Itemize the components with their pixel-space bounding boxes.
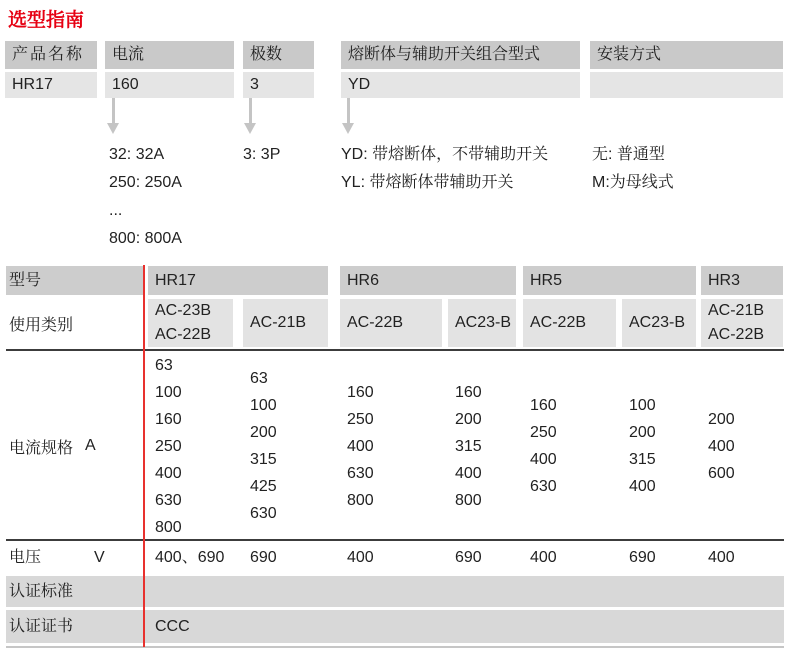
list-line: AC-23B xyxy=(155,302,212,319)
list-line: 100 xyxy=(629,397,656,414)
list-line: 400 xyxy=(155,464,182,482)
category-cell xyxy=(701,299,783,347)
page-title: 选型指南 xyxy=(8,10,85,31)
list-line: 800 xyxy=(455,491,482,509)
selector-header-product-name: 产品名称 xyxy=(5,41,97,69)
voltage-cell: 690 xyxy=(250,549,277,566)
list-line: 315 xyxy=(250,451,277,468)
list-line: 200 xyxy=(629,424,656,441)
voltage-cell: 400 xyxy=(530,549,557,566)
row-label-standard: 认证标准 xyxy=(9,583,74,600)
list-line: 250 xyxy=(155,437,182,455)
row-label-current xyxy=(6,353,143,539)
note-current-options xyxy=(109,141,182,253)
current-ratings-cell xyxy=(622,353,696,539)
current-ratings-cell xyxy=(523,353,616,539)
category-cell xyxy=(340,299,442,347)
voltage-cell: 690 xyxy=(455,549,482,566)
voltage-cell: 400 xyxy=(347,549,374,566)
list-line: 160 xyxy=(155,410,182,428)
category-cell xyxy=(523,299,616,347)
selector-value-current: 160 xyxy=(105,72,234,98)
divider-line xyxy=(6,349,784,351)
certification-standard-row xyxy=(6,576,784,607)
list-line: 160 xyxy=(347,383,374,401)
certificate-value: CCC xyxy=(155,618,190,635)
model-header-hr5: HR5 xyxy=(523,266,696,295)
voltage-cell: 400 xyxy=(708,549,735,566)
list-line: 63 xyxy=(155,356,173,374)
list-line: AC23-B xyxy=(629,314,686,331)
list-line: 600 xyxy=(708,464,735,482)
table-bottom-line xyxy=(6,646,784,648)
list-line: AC-21B xyxy=(250,314,307,331)
row-label-voltage-unit: V xyxy=(94,549,105,566)
category-cell xyxy=(148,299,233,347)
current-ratings-cell xyxy=(701,353,783,539)
list-line: 200 xyxy=(455,410,482,428)
list-line: 200 xyxy=(250,424,277,441)
model-header-hr17: HR17 xyxy=(148,266,328,295)
down-arrow-icon xyxy=(342,98,354,134)
selector-value-mounting xyxy=(590,72,783,98)
row-label-certificate: 认证证书 xyxy=(9,618,74,635)
category-cell xyxy=(622,299,696,347)
list-line: 400 xyxy=(708,437,735,455)
current-ratings-cell xyxy=(340,353,442,539)
note-fuse-switch-options xyxy=(341,141,548,197)
row-label-voltage-text: 电压 xyxy=(9,549,42,566)
model-header-hr6: HR6 xyxy=(340,266,516,295)
list-line: ... xyxy=(109,202,123,219)
selector-header-fuse-switch: 熔断体与辅助开关组合型式 xyxy=(341,41,580,69)
current-ratings-cell xyxy=(243,353,328,539)
selector-value-fuse-switch: YD xyxy=(341,72,580,98)
note-mounting-options xyxy=(592,141,674,197)
selector-header-poles: 极数 xyxy=(243,41,314,69)
list-line: 3: 3P xyxy=(243,146,281,163)
list-line: 630 xyxy=(155,491,182,509)
list-line: 63 xyxy=(250,370,268,387)
certificate-row xyxy=(6,610,784,643)
current-ratings-cell xyxy=(448,353,516,539)
list-line: 630 xyxy=(530,478,557,495)
list-line: 无: 普通型 xyxy=(592,146,665,163)
list-line: 400 xyxy=(455,464,482,482)
row-label-current-unit: A xyxy=(85,437,96,454)
list-line: 630 xyxy=(250,505,277,522)
red-divider-line xyxy=(143,265,145,647)
list-line: 630 xyxy=(347,464,374,482)
note-pole-options xyxy=(243,141,280,169)
list-line: 400 xyxy=(347,437,374,455)
list-line: 160 xyxy=(530,397,557,414)
category-cell xyxy=(448,299,516,347)
list-line: 800: 800A xyxy=(109,230,182,247)
list-line: 250: 250A xyxy=(109,174,182,191)
selector-value-product-name: HR17 xyxy=(5,72,97,98)
list-line: AC-21B xyxy=(708,302,765,319)
row-label-voltage xyxy=(6,543,143,573)
list-line: M:为母线式 xyxy=(592,174,674,191)
list-line: 315 xyxy=(629,451,656,468)
list-line: AC23-B xyxy=(455,314,512,331)
model-header-hr3: HR3 xyxy=(701,266,783,295)
list-line: YD: 带熔断体，不带辅助开关 xyxy=(341,146,549,163)
selector-header-current: 电流 xyxy=(105,41,234,69)
list-line: 800 xyxy=(347,491,374,509)
list-line: 400 xyxy=(530,451,557,468)
voltage-cell: 690 xyxy=(629,549,656,566)
list-line: 250 xyxy=(530,424,557,441)
current-ratings-cell xyxy=(148,353,233,539)
down-arrow-icon xyxy=(107,98,119,134)
row-label-current-text: 电流规格 xyxy=(9,439,74,457)
row-label-model: 型号 xyxy=(6,266,143,295)
row-label-category: 使用类别 xyxy=(9,316,74,334)
voltage-cell: 400、690 xyxy=(155,549,225,566)
list-line: AC-22B xyxy=(347,314,404,331)
list-line: 160 xyxy=(455,383,482,401)
selector-value-poles: 3 xyxy=(243,72,314,98)
list-line: 425 xyxy=(250,478,277,495)
list-line: AC-22B xyxy=(530,314,587,331)
category-cell xyxy=(243,299,328,347)
down-arrow-icon xyxy=(244,98,256,134)
list-line: 800 xyxy=(155,518,182,536)
list-line: 250 xyxy=(347,410,374,428)
list-line: YL: 带熔断体带辅助开关 xyxy=(341,174,514,191)
list-line: 400 xyxy=(629,478,656,495)
list-line: 100 xyxy=(250,397,277,414)
divider-line xyxy=(6,539,784,541)
list-line: 100 xyxy=(155,383,182,401)
list-line: 200 xyxy=(708,410,735,428)
list-line: 32: 32A xyxy=(109,146,165,163)
list-line: 315 xyxy=(455,437,482,455)
list-line: AC-22B xyxy=(155,326,212,343)
selector-header-mounting: 安装方式 xyxy=(590,41,783,69)
list-line: AC-22B xyxy=(708,326,765,343)
